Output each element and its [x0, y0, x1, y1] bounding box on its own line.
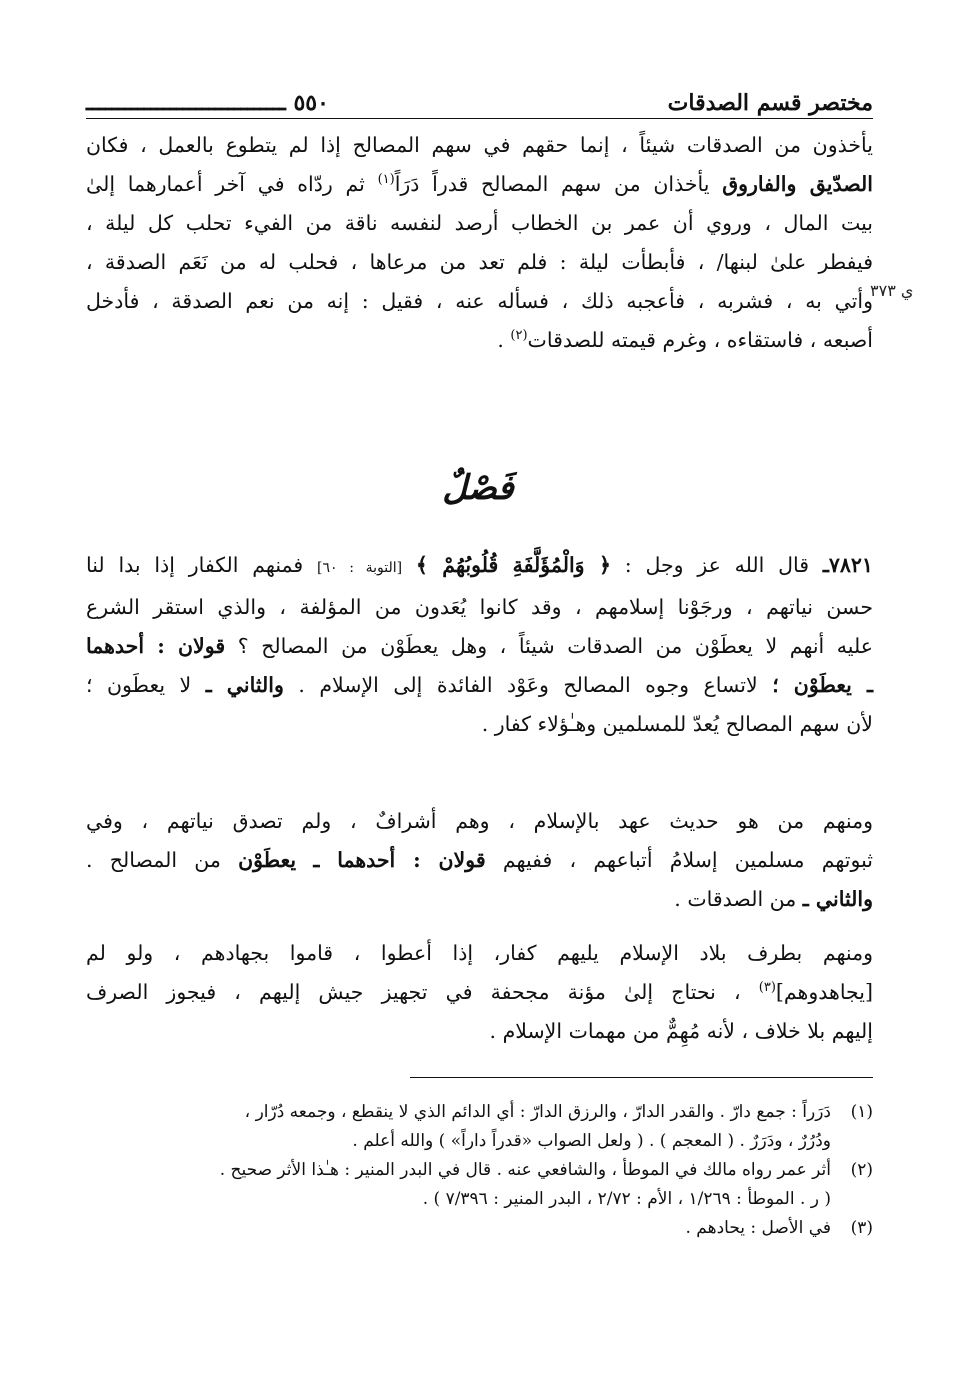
paragraph-3 [86, 802, 873, 919]
footnote-1-line-1: دَرَراً : جمع دارّ . والقدر الدارّ ، والرزق الدارّ : أي الدائم الذي لا ينقطع ، وجمعه دُرّار ، [244, 1102, 831, 1122]
para2-line-4-b: لا يعطَون ؛ [86, 673, 192, 697]
para2-line-3-bold: قولان : أحدهما [86, 634, 226, 658]
para2-line-4-bold-2: والثاني ـ [205, 673, 284, 697]
para2-line-3 [86, 627, 873, 666]
para4-line-3: إليهم بلا خلاف ، لأنه مُهِمٌّ من مهمات الإسلام . [489, 1019, 873, 1043]
footnote-2-line-1: أثر عمر رواه مالك في الموطأ ، والشافعي عنه . قال في البدر المنير : هـٰذا الأثر صحيح . [219, 1160, 831, 1180]
para1-line-2-text: يأخذان من سهم المصالح قدراً دَرَاً [394, 172, 710, 196]
footnote-number: (٣) [850, 1218, 873, 1238]
footnote-1 [86, 1098, 873, 1156]
para1-line-4: فيفطر علىٰ لبنها/ ، فأبطأت ليلة : فلم تعد من مرعاها ، فحلب له من نَعَم الصدقة ، [86, 250, 873, 274]
page-number: ٥٥٠ ـــــــــــــــــــــــــــــــ [86, 90, 329, 116]
para4-line-2-a: [يجاهدوهم] [775, 980, 873, 1004]
para2-line-4 [86, 666, 873, 705]
para2-line-4-a: لاتساع وجوه المصالح وعَوْد الفائدة إلى الإسلام . [298, 673, 758, 697]
issue-number: ٧٨٢١ـ [822, 553, 873, 577]
para4-line-2 [86, 973, 873, 1012]
footnote-ref-3: (٣) [758, 980, 776, 996]
footnote-divider [410, 1077, 873, 1078]
footnote-number: (٢) [850, 1160, 873, 1180]
para3-line-3 [86, 880, 873, 919]
paragraph-1 [86, 126, 873, 360]
para2-line-3-a: عليه أنهم لا يعطَوْن من الصدقات شيئاً ، وهل يعطَوْن من المصالح ؟ [237, 634, 873, 658]
para1-line-3: بيت المال ، وروي أن عمر بن الخطاب أرصد لنفسه ناقة من الفيء تحلب كل ليلة ، [86, 211, 873, 235]
margin-note: ي ٣٧٣ [870, 281, 914, 300]
para4-line-1: ومنهم بطرف بلاد الإسلام يليهم كفار، إذا أعطوا ، قاموا بجهادهم ، ولو لم [86, 941, 873, 965]
quran-quote: ﴿ وَالْمُؤَلَّفَةِ قُلُوبُهُمْ ﴾ [415, 553, 611, 577]
para1-line-6-end: . [497, 328, 504, 352]
para2-line-1-b: فمنهم الكفار إذا بدا لنا [86, 553, 304, 577]
para2-line-1-a: قال الله عز وجل : [624, 553, 810, 577]
para1-line-1: يأخذون من الصدقات شيئاً ، إنما حقهم في سهم المصالح إذا لم يتطوع بالعمل ، فكان [86, 133, 873, 157]
footnote-3-line-1: في الأصل : يحادهم . [685, 1218, 831, 1238]
para1-line-2 [86, 165, 873, 204]
footnote-number: (١) [850, 1102, 873, 1122]
footnote-ref-1: (١) [377, 172, 395, 188]
footnote-3 [86, 1214, 873, 1243]
footnote-1-line-2: ودُرُرٌ ، ودَرَرٌ . ( المعجم ) . ( ولعل الصواب «قدراً داراً» ) والله أعلم . [352, 1131, 831, 1151]
footnote-2 [86, 1156, 873, 1214]
section-title: فَصْلٌ [442, 468, 514, 508]
footnote-ref-2: (٢) [510, 328, 528, 344]
page-number-text: ٥٥٠ [293, 90, 329, 116]
page-header [86, 82, 873, 119]
para2-line-1 [86, 546, 873, 588]
para2-line-4-bold-1: ـ يعطَوْن ؛ [772, 673, 873, 697]
running-title: مختصر قسم الصدقات [667, 90, 873, 116]
paragraph-4 [86, 934, 873, 1051]
footnote-2-line-2: ( ر . الموطأ : ١/٢٦٩ ، الأم : ٢/٧٢ ، البدر المنير : ٧/٣٩٦ ) . [422, 1189, 831, 1209]
para3-line-3-bold: والثاني ـ [802, 887, 873, 911]
para3-line-1: ومنهم من هو حديث عهد بالإسلام ، وهم أشرافٌ ، ولم تصدق نياتهم ، وفي [86, 809, 873, 833]
para3-line-2-bold-2: يعطَوْن [238, 848, 297, 872]
para3-line-3-b: من الصدقات . [674, 887, 797, 911]
footnote-text [86, 1214, 831, 1243]
bold-names: الصدّيق والفاروق [722, 172, 873, 196]
para3-line-2-b: من المصالح . [86, 848, 221, 872]
footnote-text [86, 1156, 831, 1214]
section-ornament [408, 458, 548, 518]
para1-line-5: وأتي به ، فشربه ، فأعجبه ذلك ، فسأله عنه ، فقيل : إنه من نعم الصدقة ، فأدخل [86, 289, 873, 313]
footnote-text [86, 1098, 831, 1156]
para3-line-2 [86, 841, 873, 880]
paragraph-2 [86, 546, 873, 744]
quran-reference: [التوبة : ٦٠] [316, 560, 403, 576]
para3-line-2-a: ثبوتهم مسلمين إسلامُ أتباعهم ، ففيهم [502, 848, 873, 872]
para2-line-2: حسن نياتهم ، ورجَوْنا إسلامهم ، وقد كانوا يُعَدون من المؤلفة ، والذي استقر الشرع [86, 595, 873, 619]
para1-line-6-text: أصبعه ، فاستقاءه ، وغرم قيمته للصدقات [527, 328, 873, 352]
para3-line-2-bold-1: قولان : أحدهما ـ [313, 848, 486, 872]
para2-line-5: لأن سهم المصالح يُعدّ للمسلمين وهـٰؤلاء كفار . [481, 712, 873, 736]
footnotes [86, 1098, 873, 1243]
para1-line-6 [86, 321, 873, 360]
para4-line-2-b: ، نحتاج إلىٰ مؤنة مجحفة في تجهيز جيش إليهم ، فيجوز الصرف [86, 980, 741, 1004]
para1-line-2-end: ثم ردّاه في آخر أعمارهما إلىٰ [86, 172, 365, 196]
